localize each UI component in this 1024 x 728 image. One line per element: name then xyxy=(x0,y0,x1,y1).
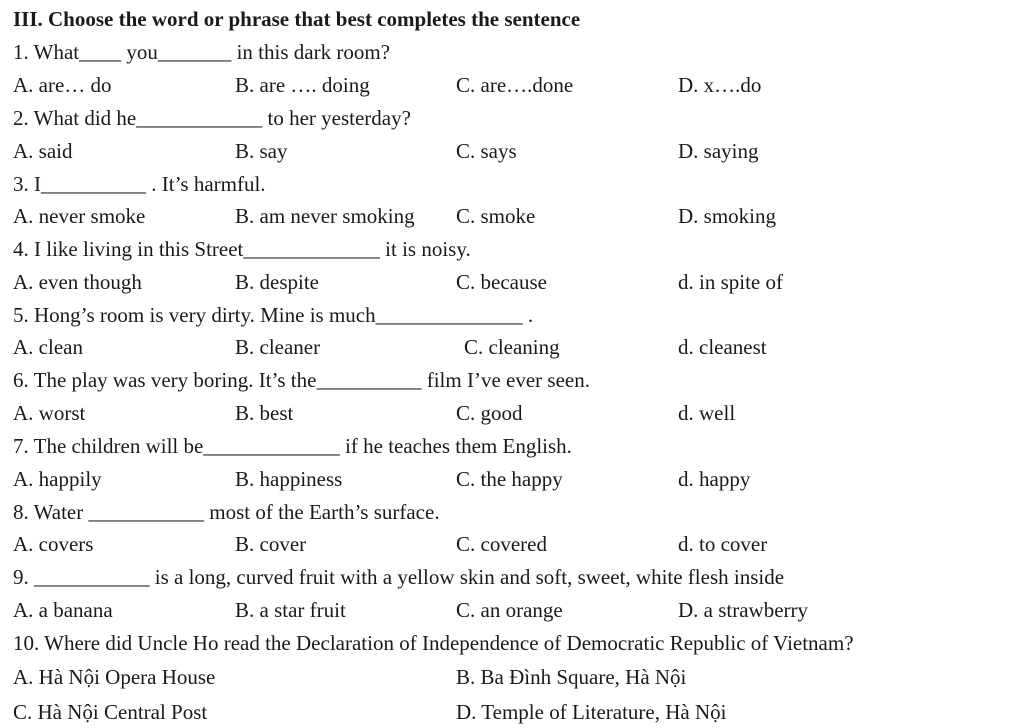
question-3: 3. I__________ . It’s harmful. xyxy=(13,172,266,196)
q2-option-a: A. said xyxy=(13,139,73,163)
question-8: 8. Water ___________ most of the Earth’s surface. xyxy=(13,500,440,524)
q1-option-c: C. are….done xyxy=(456,73,574,97)
q1-option-d: D. x….do xyxy=(678,73,762,97)
q2-option-c: C. says xyxy=(456,139,517,163)
q1-option-a: A. are… do xyxy=(13,73,112,97)
q4-option-b: B. despite xyxy=(235,270,319,294)
q9-option-a: A. a banana xyxy=(13,598,113,622)
q2-option-b: B. say xyxy=(235,139,288,163)
q3-option-d: D. smoking xyxy=(678,204,777,228)
q8-option-b: B. cover xyxy=(235,532,307,556)
question-1: 1. What____ you_______ in this dark room? xyxy=(13,40,390,64)
q9-option-b: B. a star fruit xyxy=(235,598,346,622)
q8-option-a: A. covers xyxy=(13,532,94,556)
q5-option-a: A. clean xyxy=(13,335,83,359)
q7-option-c: C. the happy xyxy=(456,467,563,491)
q8-option-c: C. covered xyxy=(456,532,547,556)
q3-option-a: A. never smoke xyxy=(13,204,146,228)
question-10: 10. Where did Uncle Ho read the Declaration of Independence of Democratic Republic of Vietnam? xyxy=(13,631,854,655)
q4-option-c: C. because xyxy=(456,270,547,294)
question-5: 5. Hong’s room is very dirty. Mine is much______________ . xyxy=(13,303,534,327)
q5-option-b: B. cleaner xyxy=(235,335,321,359)
q10-option-c: C. Hà Nội Central Post xyxy=(13,700,208,724)
question-9: 9. ___________ is a long, curved fruit with a yellow skin and soft, sweet, white flesh inside xyxy=(13,565,785,589)
q10-option-a: A. Hà Nội Opera House xyxy=(13,665,216,689)
q7-option-a: A. happily xyxy=(13,467,102,491)
question-6: 6. The play was very boring. It’s the__________ film I’ve ever seen. xyxy=(13,368,590,392)
q5-option-d: d. cleanest xyxy=(678,335,767,359)
q6-option-c: C. good xyxy=(456,401,523,425)
q2-option-d: D. saying xyxy=(678,139,759,163)
question-2: 2. What did he____________ to her yesterday? xyxy=(13,106,411,130)
q10-option-b: B. Ba Đình Square, Hà Nội xyxy=(456,665,687,689)
q9-option-c: C. an orange xyxy=(456,598,563,622)
q4-option-a: A. even though xyxy=(13,270,142,294)
q4-option-d: d. in spite of xyxy=(678,270,783,294)
q7-option-d: d. happy xyxy=(678,467,751,491)
q6-option-d: d. well xyxy=(678,401,736,425)
q3-option-c: C. smoke xyxy=(456,204,536,228)
question-7: 7. The children will be_____________ if he teaches them English. xyxy=(13,434,572,458)
q7-option-b: B. happiness xyxy=(235,467,343,491)
question-4: 4. I like living in this Street_____________ it is noisy. xyxy=(13,237,471,261)
q9-option-d: D. a strawberry xyxy=(678,598,809,622)
q3-option-b: B. am never smoking xyxy=(235,204,415,228)
q5-option-c: C. cleaning xyxy=(464,335,560,359)
q10-option-d: D. Temple of Literature, Hà Nội xyxy=(456,700,727,724)
section-heading: III. Choose the word or phrase that best completes the sentence xyxy=(13,7,581,31)
q6-option-b: B. best xyxy=(235,401,294,425)
q1-option-b: B. are …. doing xyxy=(235,73,370,97)
q8-option-d: d. to cover xyxy=(678,532,768,556)
q6-option-a: A. worst xyxy=(13,401,86,425)
